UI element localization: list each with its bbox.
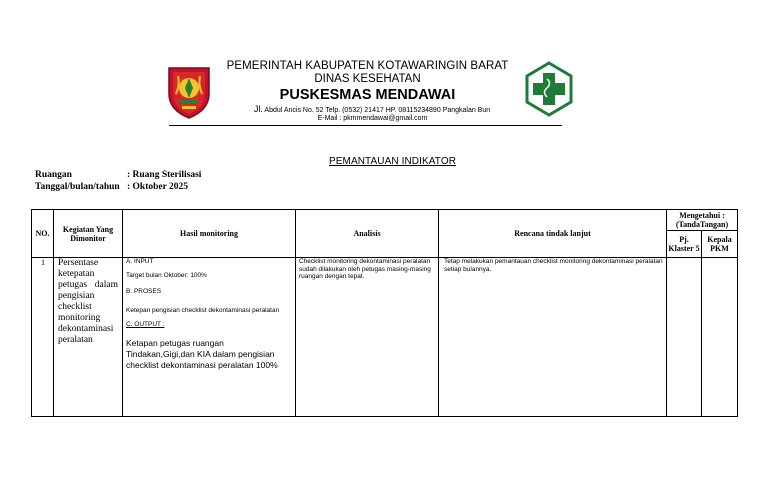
input-text: Target bulan Oktober: 100% (126, 271, 207, 279)
row-pj-signature (667, 258, 702, 417)
header-hasil-monitoring: Hasil monitoring (123, 210, 296, 258)
letterhead-government: PEMERINTAH KABUPATEN KOTAWARINGIN BARAT (226, 60, 509, 72)
header-mengetahui: Mengetahui : (TandaTangan) (667, 210, 738, 231)
letterhead-email: E-Mail : pkmmendawai@gmail.com (317, 115, 428, 122)
row-rencana: Tetap melakukan pemantauan checklist monitoring dekontaminasi peralatan setiap bulannya. (439, 258, 667, 417)
proses-label: B. PROSES (126, 288, 162, 295)
header-pj-klaster: Pj. Klaster 5 (667, 231, 702, 258)
row-analisis: Checklist monitoring dekontaminasi peralatan sudah dilakukan oleh petugas masing-masing ruangan dengan tepat. (296, 258, 439, 417)
document-title: PEMANTAUAN INDIKATOR (329, 156, 457, 167)
proses-text: Ketepan pengisian checklist dekontaminasi peralatan (126, 306, 280, 314)
letterhead-puskesmas: PUSKESMAS MENDAWAI (279, 87, 456, 103)
kegiatan-text: Persentase ketepatan petugas dalam pengisian checklist monitoring dekontaminasi peralatan (58, 258, 118, 345)
letterhead (215, 60, 520, 104)
row-hasil-monitoring (123, 258, 296, 417)
address-prefix: Jl. (253, 104, 263, 114)
header-rencana: Rencana tindak lanjut (439, 210, 667, 258)
output-label: C. OUTPUT : (126, 321, 165, 328)
address-text: Abdul Ancis No. 52 Telp. (0532) 21417 HP. 08115234890 Pangkalan Bun (264, 107, 491, 114)
row-kepala-signature (702, 258, 738, 417)
letterhead-agency: DINAS KESEHATAN (314, 73, 421, 85)
kotawaringin-barat-crest-logo (166, 64, 212, 120)
output-text: Ketapan petugas ruangan Tindakan,Gigi,dan KIA dalam pengisian checklist dekontaminasi peralatan 100% (126, 337, 278, 370)
puskesmas-health-logo (524, 61, 574, 117)
table-row (32, 258, 738, 417)
letterhead-address (222, 104, 522, 114)
header-kepala-pkm: Kepala PKM (702, 231, 738, 258)
input-label: A. INPUT (126, 258, 154, 265)
header-kegiatan: Kegiatan Yang Dimonitor (54, 210, 123, 258)
header-analisis: Analisis (296, 210, 439, 258)
tanggal-label: Tanggal/bulan/tahun (35, 182, 120, 192)
header-no: NO. (32, 210, 54, 258)
ruangan-value: : Ruang Sterilisasi (127, 170, 202, 180)
ruangan-label: Ruangan (35, 170, 72, 180)
letterhead-divider (169, 125, 562, 126)
row-no: 1 (32, 258, 54, 417)
monitoring-table (31, 209, 738, 417)
row-kegiatan (54, 258, 123, 417)
tanggal-value: : Oktober 2025 (127, 182, 189, 192)
